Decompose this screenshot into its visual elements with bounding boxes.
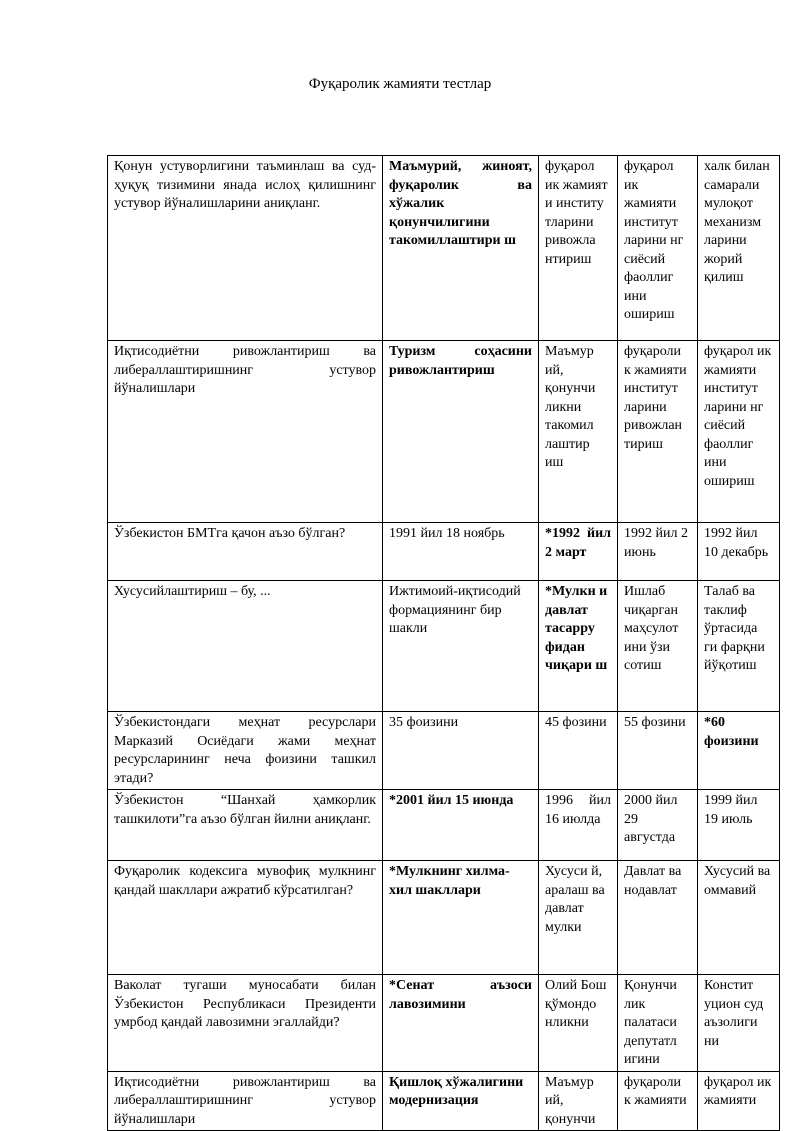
question-cell: Ваколат тугаши муносабати билан Ўзбекистон Республикаси Президенти умрбод қандай лавозимни эгаллайди? [108, 975, 383, 1072]
page-title: Фуқаролик жамияти тестлар [308, 76, 492, 92]
answer-cell-correct: Туризм соҳасини ривожлантириш [383, 341, 539, 523]
table-row [108, 523, 780, 581]
question-cell: Хусусийлаштириш – бу, ... [108, 581, 383, 712]
answer-cell-correct: *Сенат аъзоси лавозимини [383, 975, 539, 1072]
answer-cell: Констит уцион суд аъзолиги ни [698, 975, 780, 1072]
answer-cell-correct: Маъмурий, жиноят, фуқаролик ва хўжалик қонунчилигини такомиллаштири ш [383, 156, 539, 341]
answer-cell: Талаб ва таклиф ўртасида ги фарқни йўқотиш [698, 581, 780, 712]
question-cell: Қонун устуворлигини таъминлаш ва суд-ҳуқуқ тизимини янада ислоҳ қилишнинг устувор йўналишларини аниқланг. [108, 156, 383, 341]
table-row [108, 581, 780, 712]
answer-cell: Қонунчи лик палатаси депутатл игини [618, 975, 698, 1072]
answer-cell: халк билан самарали мулоқот механизм ларини жорий қилиш [698, 156, 780, 341]
answer-cell: 45 фозини [539, 712, 618, 790]
question-cell: Иқтисодиётни ривожлантириш ва либераллаштиришнинг устувор йўналишлари [108, 341, 383, 523]
answer-cell: фуқарол ик жамияти [698, 1071, 780, 1131]
answer-cell: 1992 йил 2 июнь [618, 523, 698, 581]
answer-cell: фуқароли к жамияти [618, 1071, 698, 1131]
answer-cell: Хусуси й, аралаш ва давлат мулки [539, 861, 618, 975]
table-row [108, 975, 780, 1072]
test-table [107, 155, 780, 1131]
answer-cell: Олий Бош қўмондо нликни [539, 975, 618, 1072]
question-cell: Иқтисодиётни ривожлантириш ва либераллаштиришнинг устувор йўналишлари [108, 1071, 383, 1131]
answer-cell: фуқароли к жамияти институт ларини ривожлан тириш [618, 341, 698, 523]
answer-cell: фуқарол ик жамият и институ тларини ривожла нтириш [539, 156, 618, 341]
question-cell: Ўзбекистон “Шанхай ҳамкорлик ташкилоти”га аъзо бўлган йилни аниқланг. [108, 790, 383, 861]
answer-cell: 55 фозини [618, 712, 698, 790]
answer-cell-correct: *1992 йил 2 март [539, 523, 618, 581]
answer-cell: Маъмур ий, қонунчи [539, 1071, 618, 1131]
answer-cell: Ишлаб чиқарган маҳсулот ини ўзи сотиш [618, 581, 698, 712]
answer-cell: фуқарол ик жамияти институт ларини нг сиёсий фаоллиг ини ошириш [698, 341, 780, 523]
answer-cell-correct: *2001 йил 15 июнда [383, 790, 539, 861]
answer-cell: 35 фоизини [383, 712, 539, 790]
question-cell: Фуқаролик кодексига мувофиқ мулкнинг қандай шакллари ажратиб кўрсатилган? [108, 861, 383, 975]
table-row [108, 790, 780, 861]
table-row [108, 712, 780, 790]
answer-cell-correct: *Мулкн и давлат тасарру фидан чиқари ш [539, 581, 618, 712]
answer-cell: 1992 йил 10 декабрь [698, 523, 780, 581]
table-row [108, 1071, 780, 1131]
answer-cell: 2000 йил 29 августда [618, 790, 698, 861]
answer-cell: 1999 йил 19 июль [698, 790, 780, 861]
answer-cell-correct: Қишлоқ хўжалигини модернизация [383, 1071, 539, 1131]
answer-cell: Ижтимоий-иқтисодий формациянинг бир шакли [383, 581, 539, 712]
answer-cell-correct: *Мулкнинг хилма-хил шакллари [383, 861, 539, 975]
table-row [108, 861, 780, 975]
table-row [108, 341, 780, 523]
table-row [108, 156, 780, 341]
answer-cell: Маъмур ий, қонунчи ликни такомил лаштир иш [539, 341, 618, 523]
answer-cell: 1996 йил 16 июлда [539, 790, 618, 861]
answer-cell: Хусусий ва оммавий [698, 861, 780, 975]
answer-cell: Давлат ва нодавлат [618, 861, 698, 975]
question-cell: Ўзбекистон БМТга қачон аъзо бўлган? [108, 523, 383, 581]
answer-cell: 1991 йил 18 ноябрь [383, 523, 539, 581]
answer-cell: фуқарол ик жамияти институт ларини нг сиёсий фаоллиг ини ошириш [618, 156, 698, 341]
answer-cell-correct: *60 фоизини [698, 712, 780, 790]
question-cell: Ўзбекистондаги меҳнат ресурслари Марказий Осиёдаги жами меҳнат ресурсларининг неча фоизини ташкил этади? [108, 712, 383, 790]
